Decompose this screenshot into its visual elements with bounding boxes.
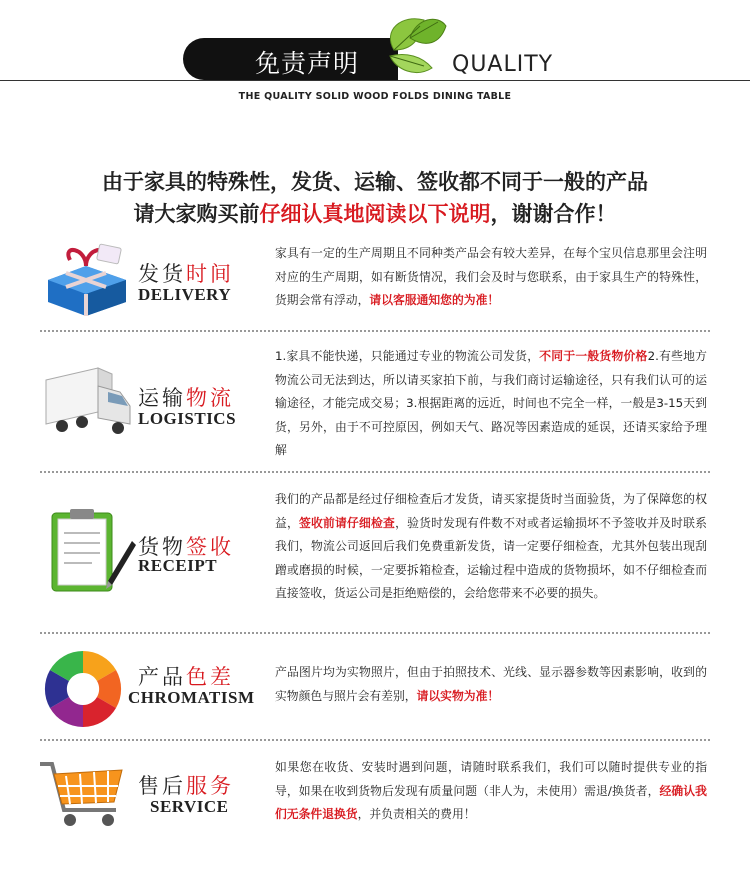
logistics-title-zh xyxy=(138,382,234,412)
truck-icon xyxy=(42,362,134,442)
header-subtitle: THE QUALITY SOLID WOOD FOLDS DINING TABLE xyxy=(238,91,512,102)
chromatism-body xyxy=(275,661,707,708)
section-delivery xyxy=(0,238,750,328)
logistics-body-text: 1.家具不能快递，只能通过专业的物流公司发货， xyxy=(275,349,540,363)
chromatism-title-zh-a: 产品 xyxy=(138,665,186,689)
notice-line-1: 由于家具的特殊性，发货、运输、签收都不同于一般的产品 xyxy=(102,170,648,194)
chromatism-body-text: 产品图片均为实物照片，但由于拍照技术、光线、显示器参数等因素影响，收到的实物颜色与照片会有差别， xyxy=(275,665,707,703)
service-body-text: 如果您在收货、安装时遇到问题，请随时联系我们，我们可以随时提供专业的指导，如果在收到货物后发现有质量问题（非人为，未使用）需退/换货者， xyxy=(275,760,707,798)
gift-box-icon xyxy=(40,240,132,320)
logistics-title-en: LOGISTICS xyxy=(138,409,237,428)
service-title-zh xyxy=(138,770,234,800)
delivery-body-highlight: 请以客服通知您的为准！ xyxy=(369,293,500,307)
receipt-title-en: RECEIPT xyxy=(138,556,218,575)
delivery-body-text: 家具有一定的生产周期且不同种类产品会有较大差异，在每个宝贝信息那里会注明对应的生产周期，如有断货情况，我们会及时与您联系，由于家具生产的特殊性，货期会常有浮动， xyxy=(275,246,707,307)
logistics-body-highlight: 不同于一般货物价格 xyxy=(539,349,648,363)
receipt-body-text: 我们的产品都是经过仔细检查后才发货，请买家提货时当面验货，为了保障您的权益， xyxy=(275,492,707,530)
notice-line-2-suffix: ，谢谢合作！ xyxy=(490,202,617,226)
divider-1 xyxy=(40,330,710,332)
banner-title: 免责声明 xyxy=(255,49,360,78)
receipt-body xyxy=(275,488,707,606)
delivery-title-en: DELIVERY xyxy=(138,285,232,304)
clipboard-pen-icon xyxy=(46,505,138,595)
divider-2 xyxy=(40,471,710,473)
service-title-zh-b: 服务 xyxy=(186,774,234,798)
chromatism-title-zh xyxy=(138,661,234,691)
service-title-zh-a: 售后 xyxy=(138,774,186,798)
chromatism-title-zh-b: 色差 xyxy=(186,665,234,689)
header-rule xyxy=(0,80,750,81)
section-chromatism xyxy=(0,645,750,735)
logistics-body-tail: 2.有些地方物流公司无法到达，所以请买家拍下前，与我们商讨运输途径，只有我们认可的运输途径，才能完成交易；3.根据距离的远近，时间也不完全一样，一般是3-15天到货，另外，由于不可控原因，例如天气、路况等因素造成的延误，还请买家给予理解 xyxy=(275,349,707,457)
divider-3 xyxy=(40,632,710,634)
chromatism-title-en: CHROMATISM xyxy=(128,688,255,707)
notice-line-2-highlight: 仔细认真地阅读以下说明 xyxy=(259,202,491,226)
logistics-title-zh-a: 运输 xyxy=(138,386,186,410)
section-logistics xyxy=(0,340,750,465)
brand-word: QUALITY xyxy=(452,52,554,77)
section-receipt xyxy=(0,483,750,628)
color-wheel-icon xyxy=(38,647,128,731)
service-body-tail: ，并负责相关的费用！ xyxy=(357,807,476,821)
chromatism-body-highlight: 请以实物为准！ xyxy=(416,688,500,703)
service-body xyxy=(275,756,707,827)
notice-line-2-prefix: 请大家购买前 xyxy=(133,202,260,226)
receipt-body-highlight: 签收前请仔细检查 xyxy=(299,515,396,530)
delivery-title-zh xyxy=(138,258,234,288)
leaf-logo-icon xyxy=(380,8,450,86)
receipt-body-tail: ，验货时发现有件数不对或者运输损坏不予签收并及时联系我们，物流公司返回后我们免费重新发货，请一定要仔细检查，尤其外包装出现刮蹭或磨损的时候，一定要拆箱检查，运输过程中造成的货物损坏，如不仔细检查而直接签收，货运公司是拒绝赔偿的，会给您带来不必要的损失。 xyxy=(275,515,707,600)
service-body-highlight: 经确认我们无条件退换货 xyxy=(275,783,707,821)
section-service xyxy=(0,752,750,842)
service-title-en: SERVICE xyxy=(150,797,229,816)
receipt-title-zh-b: 签收 xyxy=(186,535,234,559)
delivery-title-zh-b: 时间 xyxy=(186,262,234,286)
divider-4 xyxy=(40,739,710,741)
receipt-title-zh-a: 货物 xyxy=(138,535,186,559)
page-header xyxy=(0,0,750,110)
shopping-cart-icon xyxy=(36,756,128,836)
notice-line-2 xyxy=(0,198,750,228)
delivery-title-zh-a: 发货 xyxy=(138,262,186,286)
delivery-body xyxy=(275,242,707,313)
logistics-title-zh-b: 物流 xyxy=(186,386,234,410)
logistics-body xyxy=(275,345,707,463)
